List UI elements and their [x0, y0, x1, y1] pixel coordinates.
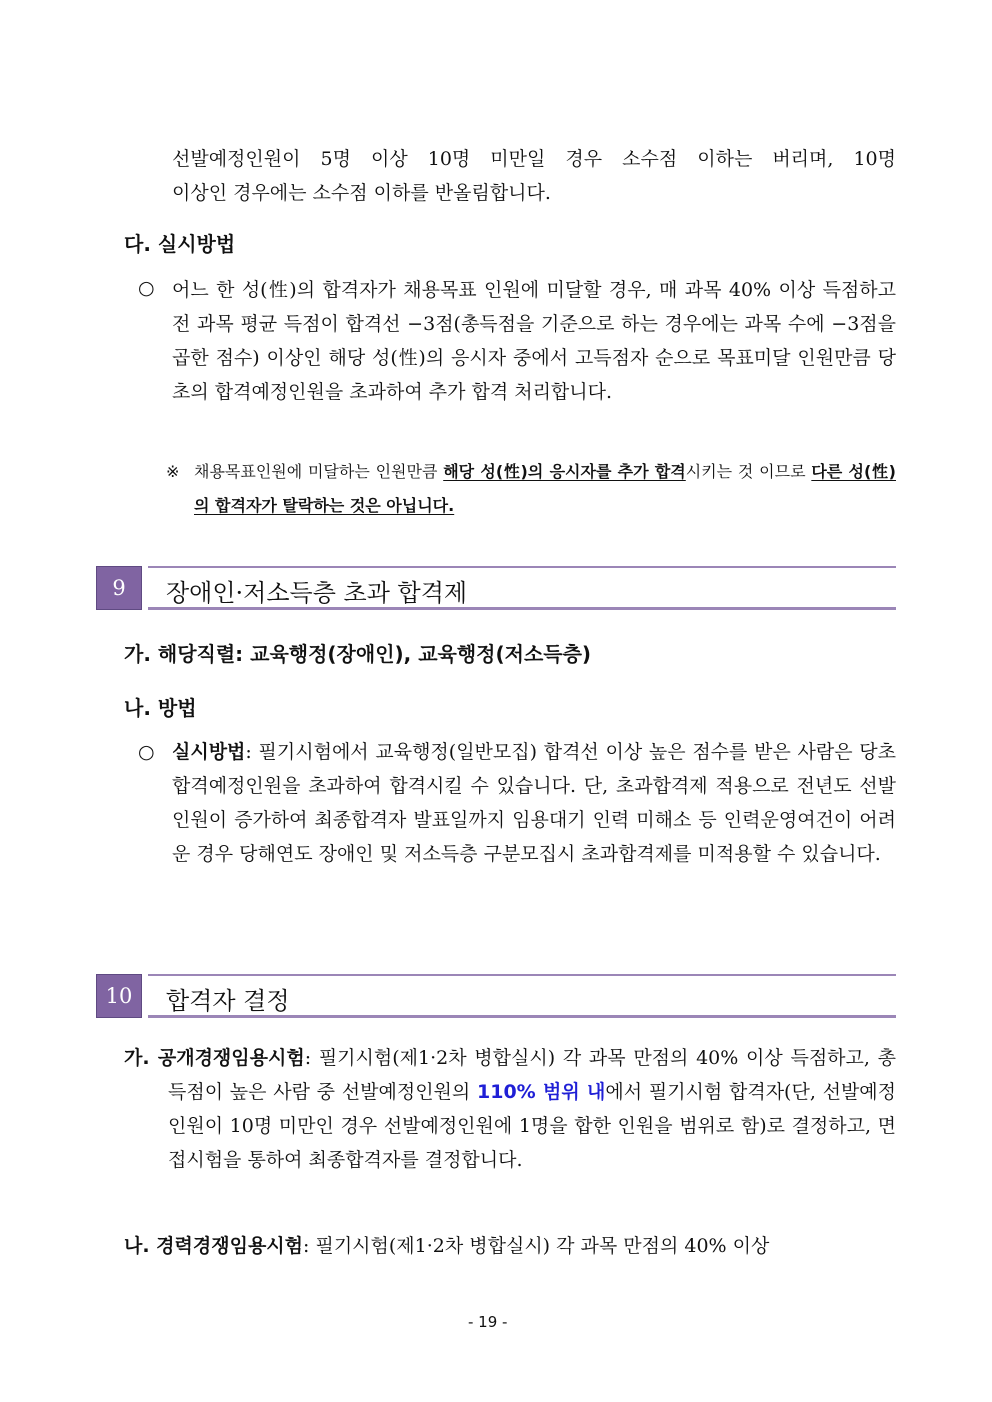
da-paragraph: 어느 한 성(性)의 합격자가 채용목표 인원에 미달할 경우, 매 과목 40% 이상 득점하고 전 과목 평균 득점이 합격선 −3점(총득점을 기준으로 하는 경우에는 과목 수에 −3점을 곱한 점수) 이상인 해당 성(性)의 응시자 중에서 고득점자 순으로 목표미달 인원만큼 당초의 합격예정인원을 초과하여 추가 합격 처리합니다. [172, 279, 896, 403]
s9-ga-label: 가. 해당직렬 [124, 642, 236, 666]
s9-na-heading: 나. 방법 [124, 696, 197, 720]
note-text-mid: 시키는 것 이므로 [685, 462, 806, 481]
section-9-title: 장애인·저소득층 초과 합격제 [166, 579, 468, 607]
section-10-rule-top [148, 974, 896, 976]
s9-method-paragraph [172, 735, 896, 871]
intro-line-1: 선발예정인원이 5명 이상 10명 미만일 경우 소수점 이하는 버리며, 10명 [172, 148, 896, 170]
section-number-9: 9 [96, 566, 142, 610]
s10-ga-highlight: 110% 범위 내 [477, 1081, 606, 1103]
da-note-mark: ※ [166, 462, 180, 481]
intro-line-2: 이상인 경우에는 소수점 이하를 반올림합니다. [172, 182, 551, 204]
s10-ga-label: 가. 공개경쟁임용시험 [124, 1047, 305, 1069]
page-number: - 19 - [468, 1313, 508, 1331]
note-text: 채용목표인원에 미달하는 인원만큼 [194, 462, 438, 481]
section-9-rule-top [148, 566, 896, 568]
s9-ga [124, 638, 591, 667]
method-text: : 필기시험에서 교육행정(일반모집) 합격선 이상 높은 점수를 받은 사람은 당초 합격예정인원을 초과하여 합격시킬 수 있습니다. 단, 초과합격제 적용으로 전년도 선발인원이 증가하여 최종합격자 발표일까지 임용대기 인력 미해소 등 인력운영여건이 어려운 경우 당해연도 장애인 및 저소득층 구분모집시 초과합격제를 미적용할 수 있습니다. [172, 741, 896, 865]
bullet-circle: ○ [138, 277, 155, 299]
note-bold-2: 다른 성(性)의 합격자가 탈락하는 것은 아닙니다. [194, 462, 896, 515]
s9-ga-text: : 교육행정(장애인), 교육행정(저소득층) [235, 642, 592, 666]
s10-na-label: 나. 경력경쟁임용시험 [124, 1235, 304, 1257]
s10-ga-paragraph [124, 1041, 896, 1177]
s10-ga-text-pre: : 필기시험(제1·2차 병합실시) 각 과목 만점의 40% 이상 득점하고, 총 득점이 높은 사람 중 선발예정인원의 [168, 1047, 896, 1103]
section-10-title: 합격자 결정 [166, 987, 290, 1015]
bullet-circle: ○ [138, 741, 155, 763]
section-number-10: 10 [96, 974, 142, 1018]
da-note [194, 455, 896, 523]
heading-da: 다. 실시방법 [124, 232, 236, 256]
s10-ga-text-post: 에서 필기시험 합격자(단, 선발예정인원이 10명 미만인 경우 선발예정인원에 1명을 합한 인원을 범위로 함)로 결정하고, 면접시험을 통하여 최종합격자를 결정합니다. [168, 1081, 897, 1171]
note-bold-1: 해당 성(性)의 응시자를 추가 합격 [443, 462, 686, 481]
s10-na-paragraph [124, 1229, 896, 1263]
s10-na-text: : 필기시험(제1·2차 병합실시) 각 과목 만점의 40% 이상 [303, 1235, 770, 1257]
method-label: 실시방법 [172, 741, 246, 763]
